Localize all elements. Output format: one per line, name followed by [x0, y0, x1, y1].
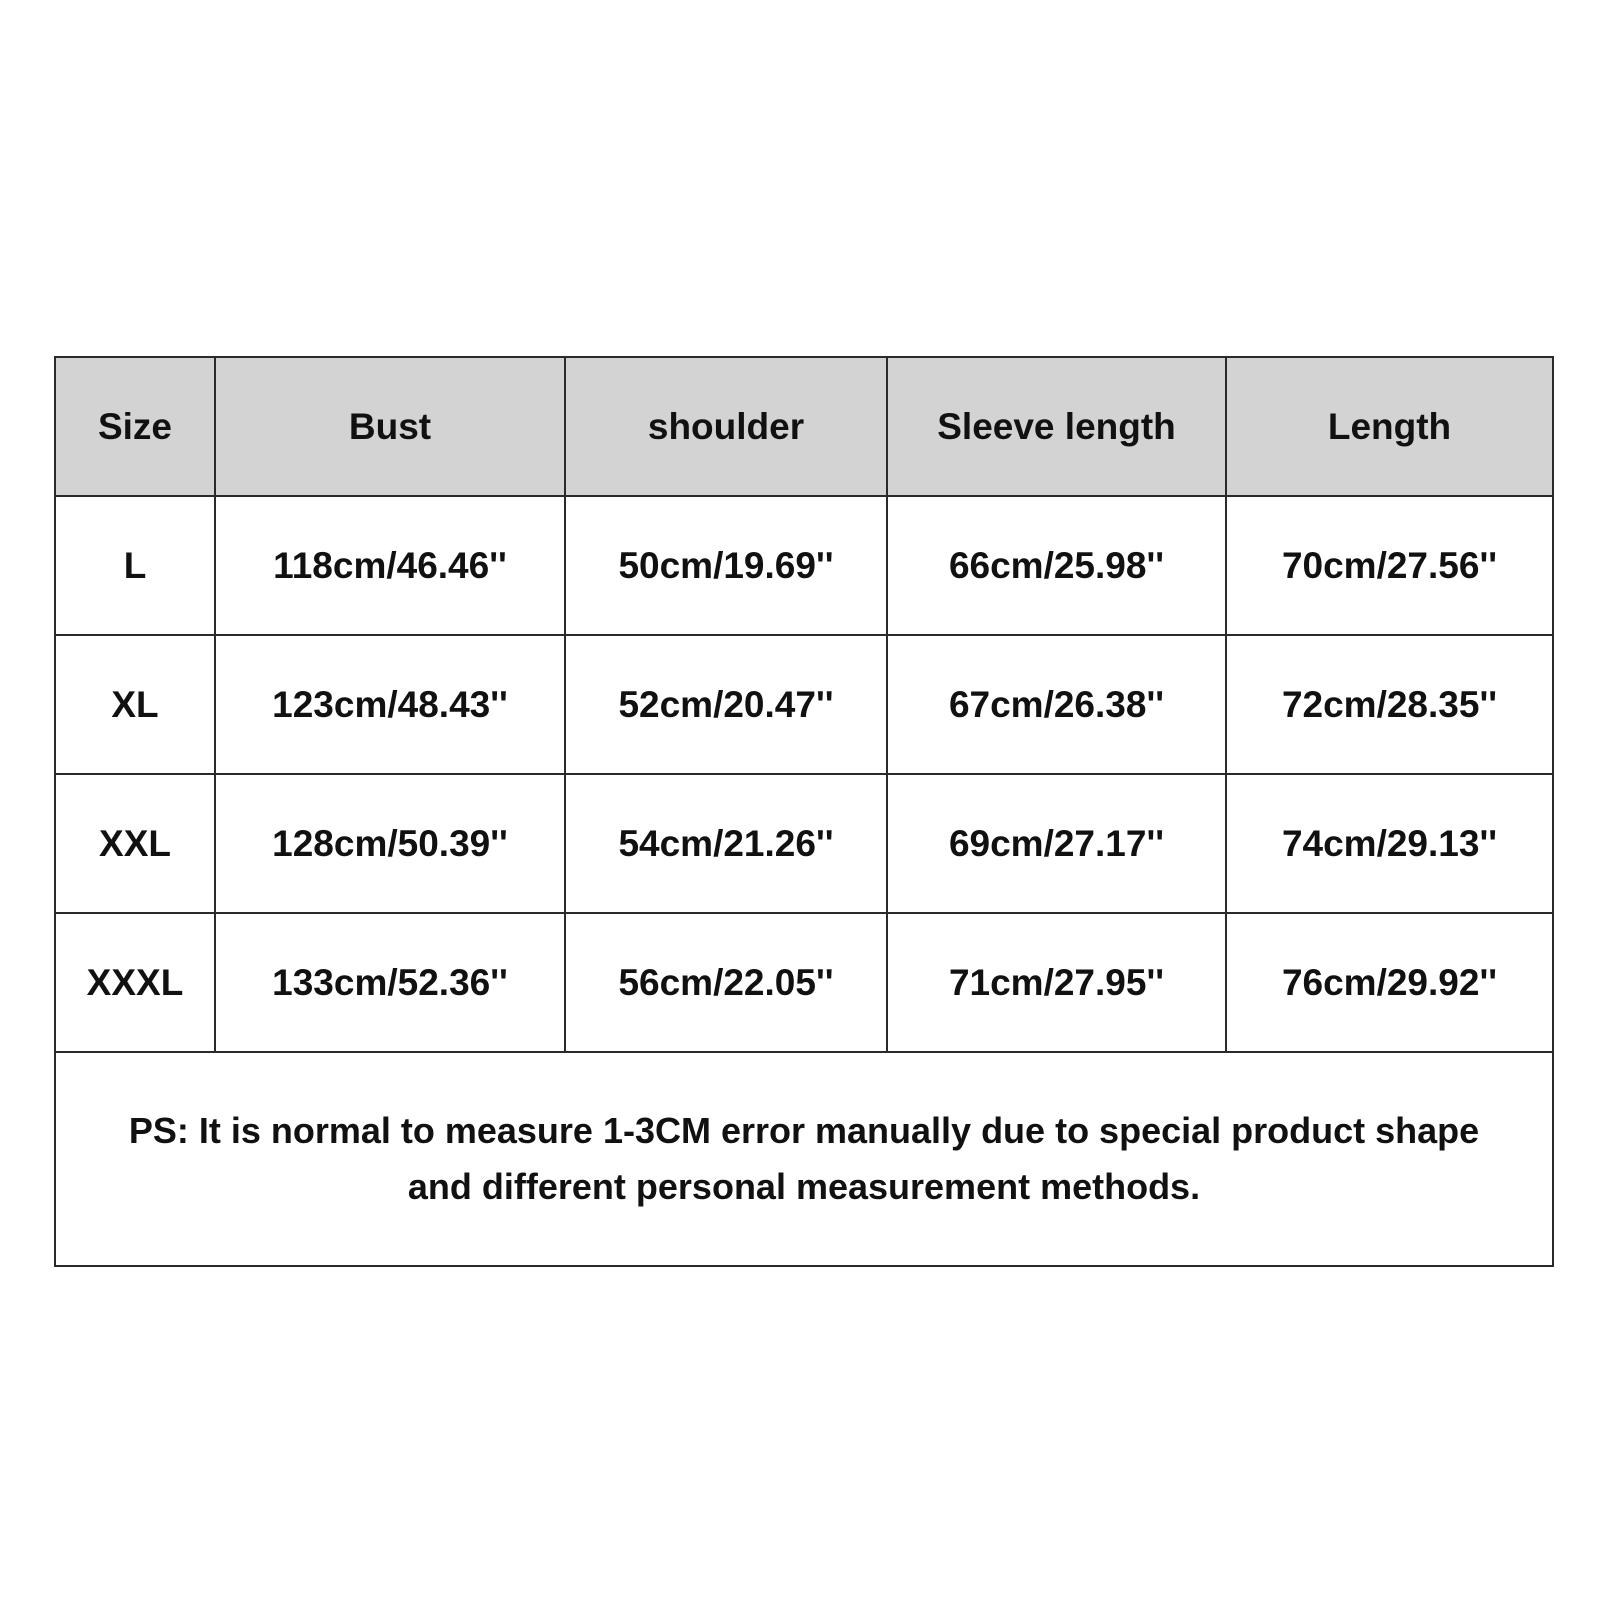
cell-length: 74cm/29.13'': [1226, 774, 1553, 913]
cell-bust: 133cm/52.36'': [215, 913, 565, 1052]
note-row: [55, 1052, 1553, 1266]
cell-size: XXL: [55, 774, 215, 913]
table-row: [55, 496, 1553, 635]
table-header: [55, 357, 1553, 496]
cell-size: L: [55, 496, 215, 635]
cell-shoulder: 54cm/21.26'': [565, 774, 887, 913]
size-chart-table: [54, 356, 1554, 1267]
measurement-note: [55, 1052, 1553, 1266]
cell-size: XXXL: [55, 913, 215, 1052]
header-row: [55, 357, 1553, 496]
cell-length: 76cm/29.92'': [1226, 913, 1553, 1052]
cell-length: 70cm/27.56'': [1226, 496, 1553, 635]
header-length: Length: [1226, 357, 1553, 496]
cell-shoulder: 52cm/20.47'': [565, 635, 887, 774]
header-sleeve-length: Sleeve length: [887, 357, 1226, 496]
note-line-2: and different personal measurement methods.: [407, 1166, 1201, 1207]
cell-sleeve-length: 71cm/27.95'': [887, 913, 1226, 1052]
cell-sleeve-length: 69cm/27.17'': [887, 774, 1226, 913]
cell-sleeve-length: 67cm/26.38'': [887, 635, 1226, 774]
cell-bust: 118cm/46.46'': [215, 496, 565, 635]
cell-shoulder: 56cm/22.05'': [565, 913, 887, 1052]
cell-length: 72cm/28.35'': [1226, 635, 1553, 774]
table-body: [55, 496, 1553, 1266]
cell-bust: 123cm/48.43'': [215, 635, 565, 774]
cell-sleeve-length: 66cm/25.98'': [887, 496, 1226, 635]
header-bust: Bust: [215, 357, 565, 496]
note-line-1: PS: It is normal to measure 1-3CM error manually due to special product shape: [128, 1110, 1480, 1151]
cell-size: XL: [55, 635, 215, 774]
table-row: [55, 635, 1553, 774]
cell-bust: 128cm/50.39'': [215, 774, 565, 913]
header-shoulder: shoulder: [565, 357, 887, 496]
header-size: Size: [55, 357, 215, 496]
table-row: [55, 913, 1553, 1052]
table-row: [55, 774, 1553, 913]
cell-shoulder: 50cm/19.69'': [565, 496, 887, 635]
